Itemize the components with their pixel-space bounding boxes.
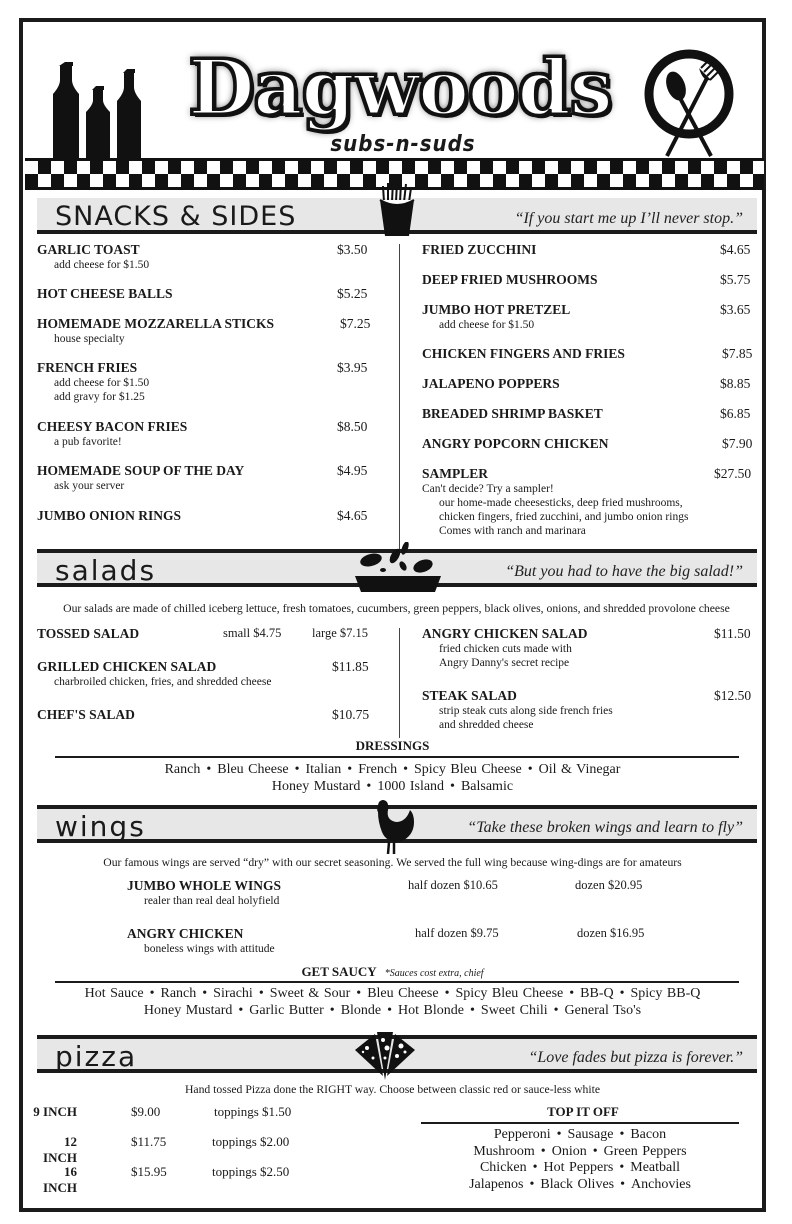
item-price: $10.75	[332, 707, 370, 722]
plate-spoon-fork-icon	[641, 46, 737, 158]
pizza-price: $15.95	[131, 1164, 167, 1179]
toppings-line: Pepperoni • Sausage • Bacon	[493, 1127, 667, 1142]
sauces-line: Hot Sauce • Ranch • Sirachi • Sweet & Sour • Bleu Cheese • Spicy Bleu Cheese • BB-Q • Spicy BB-Q	[84, 986, 701, 1001]
item-price: $3.65	[720, 302, 751, 317]
menu-item: GARLIC TOAST add cheese for $1.50	[37, 242, 150, 271]
menu-item: JALAPENO POPPERS	[422, 376, 560, 391]
chicken-icon	[375, 798, 415, 854]
restaurant-logo: Dagwoods	[188, 43, 612, 132]
pizza-size: 16 INCH	[43, 1164, 77, 1195]
section-quote: “But you had to have the big salad!”	[505, 563, 743, 580]
section-quote: “Love fades but pizza is forever.”	[528, 1049, 743, 1066]
item-price: $7.85	[722, 346, 753, 361]
column-divider	[399, 244, 400, 560]
pizza-note: Hand tossed Pizza done the RIGHT way. Choose between classic red or sauce-less white	[184, 1083, 601, 1096]
menu-item: FRIED ZUCCHINI	[422, 242, 537, 257]
menu-item: GRILLED CHICKEN SALAD charbroiled chicken, fries, and shredded cheese	[37, 659, 272, 688]
menu-item: ANGRY CHICKEN boneless wings with attitude	[127, 926, 275, 955]
item-price-half: half dozen $9.75	[415, 926, 499, 940]
toppings-line: Chicken • Hot Peppers • Meatball	[479, 1160, 681, 1175]
french-fries-icon	[376, 180, 418, 236]
item-price: $6.85	[720, 406, 751, 421]
toppings-title: TOP IT OFF	[547, 1104, 619, 1119]
menu-item: JUMBO WHOLE WINGS realer than real deal holyfield	[127, 878, 282, 907]
sauces-note: *Sauces cost extra, chief	[384, 968, 484, 979]
item-price-large: large $7.15	[312, 626, 369, 640]
menu-item: CHEF'S SALAD	[37, 707, 135, 722]
pizza-topping-price: toppings $2.00	[212, 1134, 290, 1149]
sauces-title: GET SAUCY	[301, 964, 377, 979]
menu-item: DEEP FRIED MUSHROOMS	[422, 272, 598, 287]
item-price: $4.65	[337, 508, 368, 523]
menu-item: BREADED SHRIMP BASKET	[422, 406, 603, 421]
item-price: $4.65	[720, 242, 751, 257]
pizza-price: $11.75	[131, 1134, 167, 1149]
menu-item: TOSSED SALAD	[37, 626, 140, 641]
sauces-rule	[55, 981, 739, 983]
toppings-line: Mushroom • Onion • Green Peppers	[473, 1143, 687, 1159]
menu-item: HOMEMADE MOZZARELLA STICKS house specialty	[37, 316, 275, 345]
menu-item: SAMPLER Can't decide? Try a sampler! our home-made cheesesticks, deep fried mushrooms, chicken fingers, fried zucchini, and jumbo onion rings Comes with ranch and marinara	[422, 466, 689, 537]
item-price: $3.95	[337, 360, 368, 375]
menu-page	[19, 18, 766, 1212]
pizza-price: $9.00	[131, 1104, 161, 1119]
item-price-dozen: dozen $20.95	[575, 878, 643, 892]
tagline: subs-n-suds	[330, 132, 476, 157]
item-price: $11.85	[332, 659, 369, 674]
menu-item: JUMBO HOT PRETZEL add cheese for $1.50	[422, 302, 571, 331]
menu-item: ANGRY POPCORN CHICKEN	[422, 436, 609, 451]
pizza-size: 12 INCH	[43, 1134, 77, 1165]
item-price: $7.90	[722, 436, 753, 451]
menu-item: CHEESY BACON FRIES a pub favorite!	[37, 419, 188, 448]
item-price-half: half dozen $10.65	[408, 878, 498, 892]
item-price-small: small $4.75	[223, 626, 282, 640]
pizza-topping-price: toppings $1.50	[214, 1104, 292, 1119]
item-price: $5.75	[720, 272, 751, 287]
menu-item: HOMEMADE SOUP OF THE DAY ask your server	[37, 463, 245, 492]
pizza-size: 9 INCH	[33, 1104, 77, 1119]
salads-note: Our salads are made of chilled iceberg lettuce, fresh tomatoes, cucumbers, green peppers, black olives, onions, and shredded provolone cheese	[63, 602, 730, 615]
item-price: $7.25	[340, 316, 371, 331]
toppings-line: Jalapenos • Black Olives • Anchovies	[469, 1176, 691, 1192]
section-quote: “If you start me up I’ll never stop.”	[514, 210, 743, 227]
item-price: $4.95	[337, 463, 368, 478]
section-quote: “Take these broken wings and learn to fly”	[467, 819, 743, 836]
section-title: SNACKS & SIDES	[55, 201, 297, 232]
item-price: $27.50	[714, 466, 752, 481]
menu-item: CHICKEN FINGERS AND FRIES	[422, 346, 625, 361]
beer-bottles-icon	[45, 62, 155, 162]
salad-bowl-icon	[353, 542, 445, 592]
section-title: pizza	[55, 1040, 138, 1073]
item-price: $5.25	[337, 286, 368, 301]
sauces-list	[23, 986, 762, 1019]
column-divider	[399, 628, 400, 738]
menu-item: HOT CHEESE BALLS	[37, 286, 173, 301]
item-price: $8.50	[337, 419, 368, 434]
section-title: wings	[55, 810, 146, 843]
menu-item: STEAK SALAD strip steak cuts along side french fries and shredded cheese	[422, 688, 613, 731]
item-price: $8.85	[720, 376, 751, 391]
menu-item: FRENCH FRIES add cheese for $1.50 add gravy for $1.25	[37, 360, 150, 403]
dressings-rule	[55, 756, 739, 758]
section-title: salads	[55, 554, 157, 587]
menu-item: ANGRY CHICKEN SALAD fried chicken cuts made with Angry Danny's secret recipe	[422, 626, 588, 669]
pizza-slices-icon	[353, 1030, 417, 1082]
wings-note: Our famous wings are served “dry” with our secret seasoning. We served the full wing because wing-dings are for amateurs	[103, 856, 682, 869]
item-price: $12.50	[714, 688, 752, 703]
toppings-rule	[421, 1122, 739, 1124]
item-price: $11.50	[714, 626, 751, 641]
pizza-topping-price: toppings $2.50	[212, 1164, 290, 1179]
dressings-line: Ranch • Bleu Cheese • Italian • French • Spicy Bleu Cheese • Oil & Vinegar	[164, 762, 621, 777]
item-price-dozen: dozen $16.95	[577, 926, 645, 940]
sauces-line: Honey Mustard • Garlic Butter • Blonde • Hot Blonde • Sweet Chili • General Tso's	[143, 1003, 642, 1018]
item-price: $3.50	[337, 242, 368, 257]
dressings-line: Honey Mustard • 1000 Island • Balsamic	[271, 779, 514, 794]
toppings-list	[421, 1127, 739, 1193]
sauces-heading	[23, 963, 762, 981]
dressings-title: DRESSINGS	[355, 738, 430, 753]
menu-item: JUMBO ONION RINGS	[37, 508, 182, 523]
dressings-list	[23, 762, 762, 795]
